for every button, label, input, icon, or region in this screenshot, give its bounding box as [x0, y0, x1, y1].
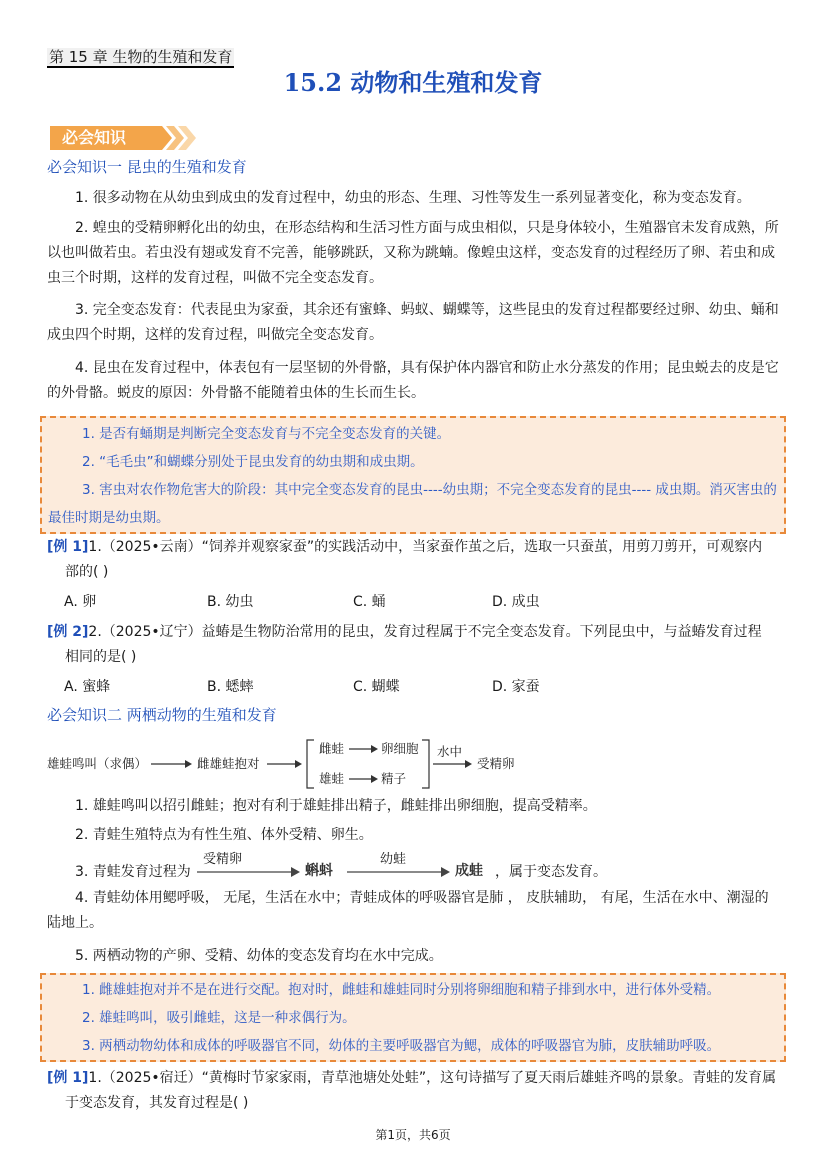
dev-stage1: 蝌蚪	[305, 863, 333, 879]
flow-egg: 卵细胞	[381, 741, 419, 756]
frog-development-line	[47, 848, 787, 884]
example-text: 部的( )	[65, 564, 109, 580]
example-text: 1.（2025•宿迁）“黄梅时节家家雨，青草池塘处处蛙”，这句诗描写了夏天雨后雄蛙齐鸣的景象。青蛙的发育属	[88, 1070, 777, 1086]
option-c[interactable]: C. 蛹	[353, 594, 386, 610]
chapter-label: 第 15 章 生物的生殖和发育	[49, 48, 233, 66]
arrow-icon	[349, 743, 379, 755]
example-question	[47, 620, 787, 670]
option-b[interactable]: B. 幼虫	[207, 594, 254, 610]
arrow-icon	[197, 866, 301, 878]
section2-paragraph: 2. 青蛙生殖特点为有性生殖、体外受精、卵生。	[75, 827, 373, 843]
dev-suffix: ，属于变态发育。	[495, 864, 607, 880]
section2-heading: 必会知识二 两栖动物的生殖和发育	[47, 706, 277, 724]
example-tag: [例 1]	[47, 539, 89, 555]
flow-sperm: 精子	[381, 771, 407, 786]
note-item: 3. 害虫对农作物危害大的阶段：其中完全变态发育的昆虫----幼虫期；不完全变态发育的昆虫---- 成虫期。消灭害虫的最佳时期是幼虫期。	[48, 482, 777, 526]
example-tag: [例 1]	[47, 1070, 89, 1086]
banner-label: 必会知识	[62, 128, 127, 147]
example-text: 于变态发育，其发育过程是( )	[65, 1095, 249, 1111]
left-bracket-icon	[305, 738, 315, 790]
flow-male: 雄蛙	[319, 771, 345, 786]
arrow-icon	[433, 758, 473, 770]
note-item: 1. 是否有蛹期是判断完全变态发育与不完全变态发育的关键。	[82, 426, 451, 442]
page-title: 15.2 动物和生殖和发育	[283, 68, 543, 97]
flow-middle: 雌雄蛙抱对	[197, 756, 260, 771]
option-a[interactable]: A. 蜜蜂	[64, 679, 111, 695]
option-d[interactable]: D. 家蚕	[492, 679, 540, 695]
example-text: 1.（2025•云南）“饲养并观察家蚕”的实践活动中，当家蚕作茧之后，选取一只蚕茧，用剪刀剪开，可观察内	[88, 539, 763, 555]
section1-paragraph: 3. 完全变态发育：代表昆虫为家蚕，其余还有蜜蜂、蚂蚁、蝴蝶等，这些昆虫的发育过程都要经过卵、幼虫、蛹和成虫四个时期，这样的发育过程，叫做完全变态发育。	[47, 302, 779, 343]
flow-start: 雄蛙鸣叫（求偶）	[47, 756, 148, 771]
option-b[interactable]: B. 蟋蟀	[207, 679, 254, 695]
arrow-icon	[267, 758, 303, 770]
arrow-icon	[349, 773, 379, 785]
arrow-icon	[151, 758, 193, 770]
section2-paragraph: 4. 青蛙幼体用鳃呼吸， 无尾，生活在水中；青蛙成体的呼吸器官是肺 ， 皮肤辅助， 有尾，生活在水中、潮湿的陆地上。	[47, 890, 769, 931]
section1-note-box	[40, 416, 786, 534]
dev-prefix: 3. 青蛙发育过程为	[75, 864, 191, 880]
note-item: 3. 两栖动物幼体和成体的呼吸器官不同，幼体的主要呼吸器官为鳃，成体的呼吸器官为肺，皮肤辅助呼吸。	[82, 1038, 721, 1054]
page-number: 第1页，共6页	[375, 1128, 451, 1142]
option-d[interactable]: D. 成虫	[492, 594, 540, 610]
option-a[interactable]: A. 卵	[64, 594, 97, 610]
note-item: 1. 雌雄蛙抱对并不是在进行交配。抱对时，雌蛙和雄蛙同时分别将卵细胞和精子排到水中，进行体外受精。	[82, 982, 721, 998]
section2-note-box	[40, 973, 786, 1062]
section2-paragraph: 1. 雄蛙鸣叫以招引雌蛙；抱对有利于雄蛙排出精子，雌蛙排出卵细胞，提高受精率。	[75, 798, 597, 814]
option-c[interactable]: C. 蝴蝶	[353, 679, 400, 695]
dev-label1: 受精卵	[203, 852, 243, 867]
example-question	[47, 1066, 787, 1116]
dev-label2: 幼蛙	[380, 852, 407, 867]
section1-paragraph: 1. 很多动物在从幼虫到成虫的发育过程中，幼虫的形态、生理、习性等发生一系列显著变化，称为变态发育。	[75, 190, 751, 206]
right-bracket-icon	[421, 738, 431, 790]
frog-reproduction-flow	[47, 738, 567, 790]
flow-end: 受精卵	[477, 756, 515, 771]
section1-paragraph: 4. 昆虫在发育过程中，体表包有一层坚韧的外骨骼，具有保护体内器官和防止水分蒸发的作用；昆虫蜕去的皮是它的外骨骼。蜕皮的原因：外骨骼不能随着虫体的生长而生长。	[47, 360, 779, 401]
section1-heading: 必会知识一 昆虫的生殖和发育	[47, 158, 247, 176]
flow-female: 雌蛙	[319, 741, 345, 756]
example-tag: [例 2]	[47, 624, 89, 640]
example-text: 相同的是( )	[65, 649, 137, 665]
section2-paragraph: 5. 两栖动物的产卵、受精、幼体的变态发育均在水中完成。	[75, 948, 443, 964]
dev-stage2: 成蛙	[455, 863, 483, 879]
flow-water: 水中	[437, 744, 463, 759]
section1-paragraph: 2. 蝗虫的受精卵孵化出的幼虫，在形态结构和生活习性方面与成虫相似，只是身体较小，生殖器官未发育成熟，所以也叫做若虫。若虫没有翅或发育不完善，能够跳跃，又称为跳蝻。像蝗虫这样，变态发育的过程经历了卵、若虫和成虫三个时期，这样的发育过程，叫做不完全变态发育。	[47, 220, 779, 286]
example-question	[47, 535, 787, 585]
note-item: 2. “毛毛虫”和蝴蝶分别处于昆虫发育的幼虫期和成虫期。	[82, 454, 424, 470]
note-item: 2. 雄蛙鸣叫，吸引雌蛙，这是一种求偶行为。	[82, 1010, 356, 1026]
example-text: 2.（2025•辽宁）益蝽是生物防治常用的昆虫，发育过程属于不完全变态发育。下列昆虫中，与益蝽发育过程	[88, 624, 762, 640]
arrow-icon	[347, 866, 451, 878]
